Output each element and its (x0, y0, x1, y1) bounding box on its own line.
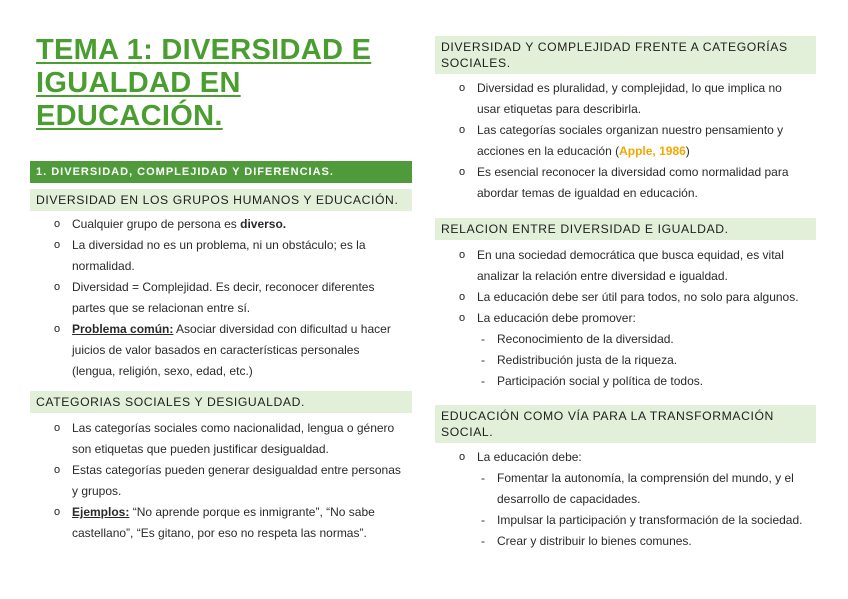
list-item: o Diversidad = Complejidad. Es decir, reconocer diferentes partes que se relacionan entre sí. (30, 277, 412, 319)
subheading-diversidad-grupos: DIVERSIDAD EN LOS GRUPOS HUMANOS Y EDUCACIÓN. (30, 189, 412, 211)
list-relacion (435, 245, 816, 329)
subheading-categorias-desigualdad: CATEGORIAS SOCIALES Y DESIGUALDAD. (30, 391, 412, 413)
list-item: o La diversidad no es un problema, ni un obstáculo; es la normalidad. (30, 235, 412, 277)
list-educacion-acciones (435, 468, 816, 552)
section-heading-1: 1. DIVERSIDAD, COMPLEJIDAD Y DIFERENCIAS. (30, 161, 412, 183)
list-item: o Problema común: Asociar diversidad con dificultad u hacer juicios de valor basados en características personales (lengua, religión, sexo, edad, etc.) (30, 319, 412, 382)
list-item: o Las categorías sociales como nacionalidad, lengua o género son etiquetas que pueden justificar desigualdad. (30, 418, 412, 460)
list-diversidad-complejidad (435, 78, 816, 204)
list-educacion-debe (435, 447, 816, 468)
list-item: o Diversidad es pluralidad, y complejidad, lo que implica no usar etiquetas para describirla. (435, 78, 816, 120)
list-item: - Crear y distribuir lo bienes comunes. (435, 531, 816, 552)
list-item: o Las categorías sociales organizan nuestro pensamiento y acciones en la educación (Apple, 1986) (435, 120, 816, 162)
subheading-relacion-diversidad-igualdad: RELACION ENTRE DIVERSIDAD E IGUALDAD. (435, 218, 816, 240)
list-item: - Redistribución justa de la riqueza. (435, 350, 816, 371)
list-promover (435, 329, 816, 392)
list-item: - Participación social y política de todos. (435, 371, 816, 392)
list-item: o La educación debe promover: (435, 308, 816, 329)
left-column (30, 0, 412, 544)
list-item: o Estas categorías pueden generar desigualdad entre personas y grupos. (30, 460, 412, 502)
citation-apple-1986: Apple, 1986 (619, 144, 686, 158)
page-title: TEMA 1: DIVERSIDAD E IGUALDAD EN EDUCACIÓN. (36, 34, 372, 132)
subheading-diversidad-complejidad: DIVERSIDAD Y COMPLEJIDAD FRENTE A CATEGORÍAS SOCIALES. (435, 36, 816, 74)
list-item: - Fomentar la autonomía, la comprensión del mundo, y el desarrollo de capacidades. (435, 468, 816, 510)
list-item: - Reconocimiento de la diversidad. (435, 329, 816, 350)
list-item: o La educación debe: (435, 447, 816, 468)
list-item: o Es esencial reconocer la diversidad como normalidad para abordar temas de igualdad en educación. (435, 162, 816, 204)
list-item: - Impulsar la participación y transformación de la sociedad. (435, 510, 816, 531)
list-item: o Ejemplos: “No aprende porque es inmigrante”, “No sabe castellano”, “Es gitano, por eso no respeta las normas”. (30, 502, 412, 544)
list-item: o Cualquier grupo de persona es diverso. (30, 214, 412, 235)
right-column (435, 0, 816, 552)
list-categorias-desigualdad (30, 418, 412, 544)
list-diversidad-grupos (30, 214, 412, 382)
list-item: o En una sociedad democrática que busca equidad, es vital analizar la relación entre diversidad e igualdad. (435, 245, 816, 287)
subheading-educacion-transformacion: EDUCACIÓN COMO VÍA PARA LA TRANSFORMACIÓN SOCIAL. (435, 405, 816, 443)
list-item: o La educación debe ser útil para todos, no solo para algunos. (435, 287, 816, 308)
